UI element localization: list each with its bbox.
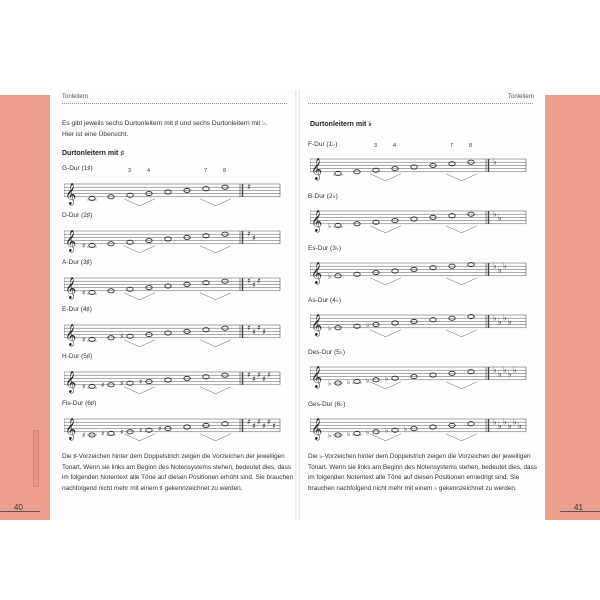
left-scale-staff bbox=[64, 360, 282, 394]
key-signature-sharp-icon: ♯ bbox=[252, 374, 256, 384]
semitone-wedge bbox=[446, 330, 477, 337]
left-scale-label: A-Dur (3♯) bbox=[62, 259, 92, 266]
sharp-icon: ♯ bbox=[82, 288, 86, 297]
right-scale-label: Es-Dur (3♭) bbox=[308, 245, 342, 252]
flat-icon: ♭ bbox=[328, 324, 332, 333]
right-scale-staff bbox=[310, 407, 528, 441]
flat-icon: ♭ bbox=[366, 321, 370, 330]
key-signature-sharp-icon: ♯ bbox=[267, 370, 271, 380]
semitone-wedge bbox=[370, 434, 401, 441]
sharp-icon: ♯ bbox=[82, 382, 86, 391]
left-scale-label: Fis-Dur (6♯) bbox=[62, 400, 97, 407]
semitone-wedge bbox=[124, 434, 155, 441]
semitone-wedge bbox=[370, 174, 401, 181]
right-header-rule bbox=[308, 103, 533, 104]
semitone-wedge bbox=[200, 340, 231, 347]
semitone-wedge bbox=[124, 246, 155, 253]
semitone-wedge bbox=[446, 278, 477, 285]
right-scale-staff bbox=[310, 303, 528, 337]
left-running-title: Tonleitern bbox=[62, 94, 89, 100]
key-signature-sharp-icon: ♯ bbox=[262, 421, 266, 431]
key-signature-sharp-icon: ♯ bbox=[257, 417, 261, 427]
key-signature-flat-icon: ♭ bbox=[493, 157, 497, 167]
key-signature-flat-icon: ♭ bbox=[498, 421, 502, 431]
left-page-number: 40 bbox=[14, 503, 23, 512]
right-scale-degree: 7 bbox=[450, 143, 454, 149]
left-scale-degree: 4 bbox=[147, 168, 151, 174]
key-signature-flat-icon: ♭ bbox=[493, 313, 497, 323]
key-signature-sharp-icon: ♯ bbox=[247, 229, 251, 239]
right-section-title: Durtonleitern mit ♭ bbox=[310, 121, 372, 128]
key-signature-flat-icon: ♭ bbox=[493, 261, 497, 271]
semitone-wedge bbox=[370, 226, 401, 233]
key-signature-sharp-icon: ♯ bbox=[257, 370, 261, 380]
treble-clef-icon: 𝄞 bbox=[311, 157, 323, 180]
left-tab-marker bbox=[33, 430, 39, 487]
treble-clef-icon: 𝄞 bbox=[65, 370, 77, 393]
right-scale-label: Ges-Dur (6♭) bbox=[308, 401, 346, 408]
semitone-wedge bbox=[200, 293, 231, 300]
key-signature-flat-icon: ♭ bbox=[508, 369, 512, 379]
left-scale-degree: 8 bbox=[223, 168, 227, 174]
semitone-wedge bbox=[124, 199, 155, 206]
semitone-wedge bbox=[370, 382, 401, 389]
key-signature-sharp-icon: ♯ bbox=[262, 327, 266, 337]
key-signature-flat-icon: ♭ bbox=[503, 365, 507, 375]
right-scale-staff bbox=[310, 251, 528, 285]
treble-clef-icon: 𝄞 bbox=[311, 261, 323, 284]
right-page-number-rule bbox=[560, 511, 600, 512]
key-signature-sharp-icon: ♯ bbox=[262, 374, 266, 384]
right-scale-label: Des-Dur (5♭) bbox=[308, 349, 346, 356]
sharp-icon: ♯ bbox=[101, 381, 105, 390]
right-scale-label: B-Dur (2♭) bbox=[308, 193, 338, 200]
key-signature-flat-icon: ♭ bbox=[503, 313, 507, 323]
right-scale-staff bbox=[310, 147, 528, 181]
flat-icon: ♭ bbox=[328, 272, 332, 281]
left-scale-label: E-Dur (4♯) bbox=[62, 306, 92, 313]
semitone-wedge bbox=[370, 330, 401, 337]
key-signature-flat-icon: ♭ bbox=[498, 265, 502, 275]
right-page-number: 41 bbox=[574, 503, 583, 512]
key-signature-sharp-icon: ♯ bbox=[257, 323, 261, 333]
key-signature-flat-icon: ♭ bbox=[498, 213, 502, 223]
key-signature-flat-icon: ♭ bbox=[493, 417, 497, 427]
sharp-icon: ♯ bbox=[139, 378, 143, 387]
left-scale-staff bbox=[64, 266, 282, 300]
left-scale-label: H-Dur (5♯) bbox=[62, 353, 93, 360]
flat-icon: ♭ bbox=[328, 221, 332, 230]
key-signature-flat-icon: ♭ bbox=[508, 317, 512, 327]
treble-clef-icon: 𝄞 bbox=[65, 229, 77, 252]
right-scale-label: F-Dur (1♭) bbox=[308, 141, 338, 148]
semitone-wedge bbox=[124, 293, 155, 300]
key-signature-flat-icon: ♭ bbox=[493, 365, 497, 375]
left-scale-staff bbox=[64, 172, 282, 206]
flat-icon: ♭ bbox=[385, 426, 389, 435]
sharp-icon: ♯ bbox=[120, 428, 124, 437]
treble-clef-icon: 𝄞 bbox=[65, 417, 77, 440]
left-scale-label: D-Dur (2♯) bbox=[62, 212, 93, 219]
semitone-wedge bbox=[446, 226, 477, 233]
semitone-wedge bbox=[200, 199, 231, 206]
right-scale-degree: 4 bbox=[393, 143, 397, 149]
left-scale-degree: 3 bbox=[128, 168, 132, 174]
sharp-icon: ♯ bbox=[82, 241, 86, 250]
sharp-icon: ♯ bbox=[82, 335, 86, 344]
left-margin-tab bbox=[0, 95, 50, 520]
key-signature-sharp-icon: ♯ bbox=[252, 280, 256, 290]
right-scale-staff bbox=[310, 199, 528, 233]
key-signature-flat-icon: ♭ bbox=[498, 369, 502, 379]
key-signature-flat-icon: ♭ bbox=[513, 417, 517, 427]
sharp-icon: ♯ bbox=[120, 332, 124, 341]
key-signature-sharp-icon: ♯ bbox=[272, 421, 276, 431]
semitone-wedge bbox=[370, 278, 401, 285]
flat-icon: ♭ bbox=[366, 428, 370, 437]
treble-clef-icon: 𝄞 bbox=[65, 323, 77, 346]
key-signature-sharp-icon: ♯ bbox=[247, 182, 251, 192]
treble-clef-icon: 𝄞 bbox=[311, 365, 323, 388]
key-signature-sharp-icon: ♯ bbox=[247, 370, 251, 380]
left-scale-staff bbox=[64, 407, 282, 441]
semitone-wedge bbox=[446, 174, 477, 181]
flat-icon: ♭ bbox=[385, 374, 389, 383]
flat-icon: ♭ bbox=[347, 429, 351, 438]
left-header-rule bbox=[62, 103, 287, 104]
right-scale-staff bbox=[310, 355, 528, 389]
right-scale-label: As-Dur (4♭) bbox=[308, 297, 342, 304]
left-scale-degree: 7 bbox=[204, 168, 208, 174]
right-scale-degree: 3 bbox=[374, 143, 378, 149]
treble-clef-icon: 𝄞 bbox=[311, 209, 323, 232]
flat-icon: ♭ bbox=[404, 425, 408, 434]
semitone-wedge bbox=[200, 434, 231, 441]
key-signature-sharp-icon: ♯ bbox=[267, 417, 271, 427]
key-signature-sharp-icon: ♯ bbox=[252, 421, 256, 431]
left-scale-staff bbox=[64, 313, 282, 347]
sharp-icon: ♯ bbox=[158, 425, 162, 434]
flat-icon: ♭ bbox=[347, 377, 351, 386]
key-signature-flat-icon: ♭ bbox=[518, 421, 522, 431]
sharp-icon: ♯ bbox=[120, 379, 124, 388]
key-signature-flat-icon: ♭ bbox=[508, 421, 512, 431]
flat-icon: ♭ bbox=[328, 379, 332, 388]
key-signature-sharp-icon: ♯ bbox=[252, 327, 256, 337]
semitone-wedge bbox=[124, 387, 155, 394]
left-footnote: Die ♯-Vorzeichen hinter dem Doppelstrich zeigen die Vorzeichen der jeweiligen Tonart. Wenn sie links am Beginn des Notensystems stehen, bedeutet dies, dass im folgenden Notentext alle Töne auf diesen Positionen erhöht sind. Sie brauchen nachfolgend nicht mehr mit einem ♯ gekennzeichnet zu werden. bbox=[62, 453, 294, 492]
left-page-number-rule bbox=[0, 511, 40, 512]
flat-icon: ♭ bbox=[366, 376, 370, 385]
key-signature-flat-icon: ♭ bbox=[513, 365, 517, 375]
left-scale-label: G-Dur (1♯) bbox=[62, 165, 93, 172]
sharp-icon: ♯ bbox=[82, 431, 86, 440]
treble-clef-icon: 𝄞 bbox=[65, 182, 77, 205]
key-signature-sharp-icon: ♯ bbox=[247, 417, 251, 427]
treble-clef-icon: 𝄞 bbox=[311, 417, 323, 440]
left-scale-staff bbox=[64, 219, 282, 253]
left-intro-text: Es gibt jeweils sechs Durtonleitern mit ♯ und sechs Durtonleitern mit ♭. Hier ist eine Übersicht. bbox=[62, 120, 268, 138]
semitone-wedge bbox=[446, 382, 477, 389]
right-footnote: Die ♭-Vorzeichen hinter dem Doppelstrich zeigen die Vorzeichen der jeweiligen Tonart. Wenn sie links am Beginn des Notensystems stehen, bedeutet dies, dass im folgenden Notentext alle Töne auf diesen Positionen erniedrigt sind. Sie brauchen nachfolgend nicht mehr mit einem ♭ gekennzeichnet zu werden. bbox=[308, 453, 538, 492]
semitone-wedge bbox=[200, 246, 231, 253]
left-section-title: Durtonleitern mit ♯ bbox=[62, 150, 124, 157]
key-signature-flat-icon: ♭ bbox=[498, 317, 502, 327]
treble-clef-icon: 𝄞 bbox=[65, 276, 77, 299]
treble-clef-icon: 𝄞 bbox=[311, 313, 323, 336]
semitone-wedge bbox=[200, 387, 231, 394]
flat-icon: ♭ bbox=[328, 431, 332, 440]
semitone-wedge bbox=[446, 434, 477, 441]
right-scale-degree: 8 bbox=[469, 143, 473, 149]
key-signature-sharp-icon: ♯ bbox=[247, 323, 251, 333]
right-running-title: Tonleitern bbox=[508, 94, 535, 100]
key-signature-flat-icon: ♭ bbox=[503, 261, 507, 271]
sharp-icon: ♯ bbox=[139, 426, 143, 435]
semitone-wedge bbox=[124, 340, 155, 347]
key-signature-sharp-icon: ♯ bbox=[252, 233, 256, 243]
key-signature-sharp-icon: ♯ bbox=[247, 276, 251, 286]
sharp-icon: ♯ bbox=[101, 429, 105, 438]
key-signature-flat-icon: ♭ bbox=[503, 417, 507, 427]
right-margin-tab bbox=[545, 95, 600, 520]
key-signature-sharp-icon: ♯ bbox=[257, 276, 261, 286]
key-signature-flat-icon: ♭ bbox=[493, 209, 497, 219]
